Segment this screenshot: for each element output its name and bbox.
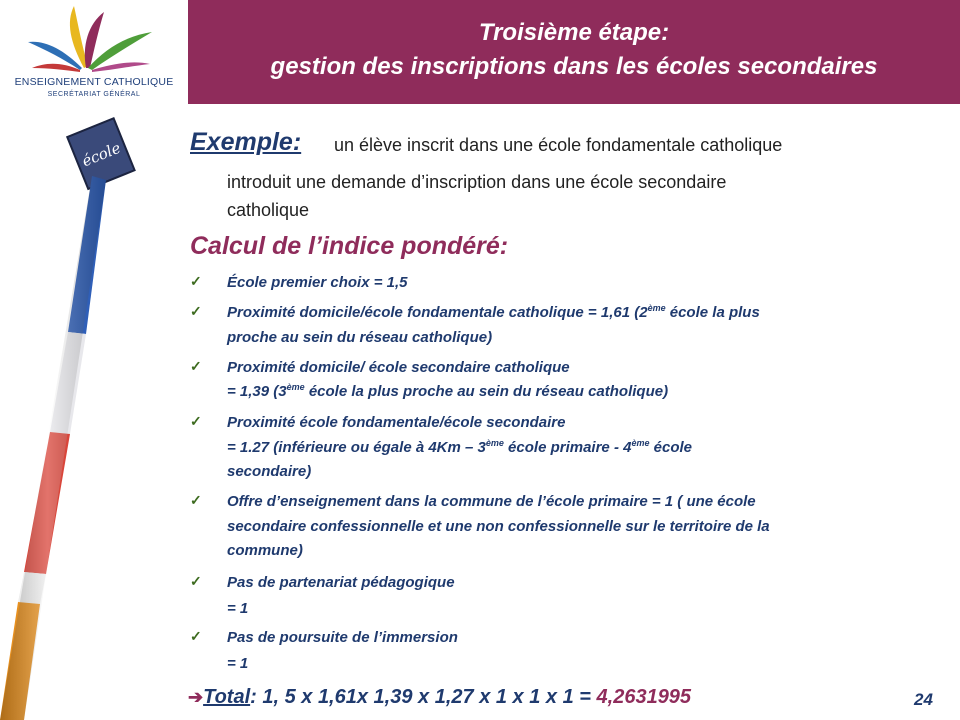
- bullet-1-line1: École premier choix = 1,5: [227, 274, 408, 291]
- total-line: [188, 686, 691, 709]
- header-title-line1: Troisième étape:: [478, 19, 670, 46]
- bullet-5-line1: Offre d’enseignement dans la commune de l’école primaire = 1 ( une école: [227, 493, 756, 510]
- example-text-line1: un élève inscrit dans une école fondamentale catholique: [334, 135, 783, 155]
- total-formula: : 1, 5 x 1,61x 1,39 x 1,27 x 1 x 1 x 1 =: [250, 686, 597, 708]
- pole-sign-text: école: [79, 138, 124, 171]
- bullet-6-line2: = 1: [227, 600, 249, 617]
- check-icon: ✓: [190, 492, 202, 508]
- logo-feathers-icon: [22, 2, 162, 76]
- calc-title: Calcul de l’indice pondéré:: [190, 232, 509, 260]
- bullet-5-line3: commune): [227, 542, 303, 559]
- bullet-2-line1: Proximité domicile/école fondamentale catholique = 1,61 (2ème école la plus: [227, 303, 760, 321]
- bullet-7-line2: = 1: [227, 655, 249, 672]
- arrow-right-icon: ➔: [188, 687, 204, 707]
- check-icon: ✓: [190, 628, 202, 644]
- check-icon: ✓: [190, 303, 202, 319]
- bullet-5-line2: secondaire confessionnelle et une non confessionnelle sur le territoire de la: [227, 518, 770, 535]
- check-icon: ✓: [190, 573, 202, 589]
- check-icon: ✓: [190, 273, 202, 289]
- bullet-4-line3: secondaire): [227, 463, 312, 480]
- bullet-3-line1: Proximité domicile/ école secondaire catholique: [227, 359, 570, 376]
- bullet-4-line1: Proximité école fondamentale/école secondaire: [227, 414, 566, 431]
- logo-subtitle: SECRÉTARIAT GÉNÉRAL: [47, 91, 141, 98]
- total-result: 4,2631995: [596, 686, 692, 708]
- bullet-2-line2: proche au sein du réseau catholique): [227, 329, 493, 346]
- logo-title: ENSEIGNEMENT CATHOLIQUE: [14, 76, 174, 88]
- bullet-4-line2: = 1.27 (inférieure ou égale à 4Km – 3ème école primaire - 4ème école: [227, 438, 692, 456]
- check-icon: ✓: [190, 413, 202, 429]
- header-title-line2: gestion des inscriptions dans les écoles secondaires: [270, 53, 878, 80]
- example-text-line3: catholique: [227, 200, 310, 220]
- example-label: Exemple:: [190, 128, 302, 156]
- total-label: Total: [203, 686, 251, 708]
- page-number: 24: [914, 690, 933, 709]
- bullet-6-line1: Pas de partenariat pédagogique: [227, 574, 455, 591]
- header-banner: [188, 0, 960, 104]
- check-icon: ✓: [190, 358, 202, 374]
- bullet-3-line2: = 1,39 (3ème école la plus proche au sein du réseau catholique): [227, 382, 669, 400]
- bullet-7-line1: Pas de poursuite de l’immersion: [227, 629, 458, 646]
- logo: [0, 0, 188, 104]
- example-text-line2: introduit une demande d’inscription dans une école secondaire: [227, 172, 727, 192]
- ecole-pole-illustration: [0, 104, 150, 720]
